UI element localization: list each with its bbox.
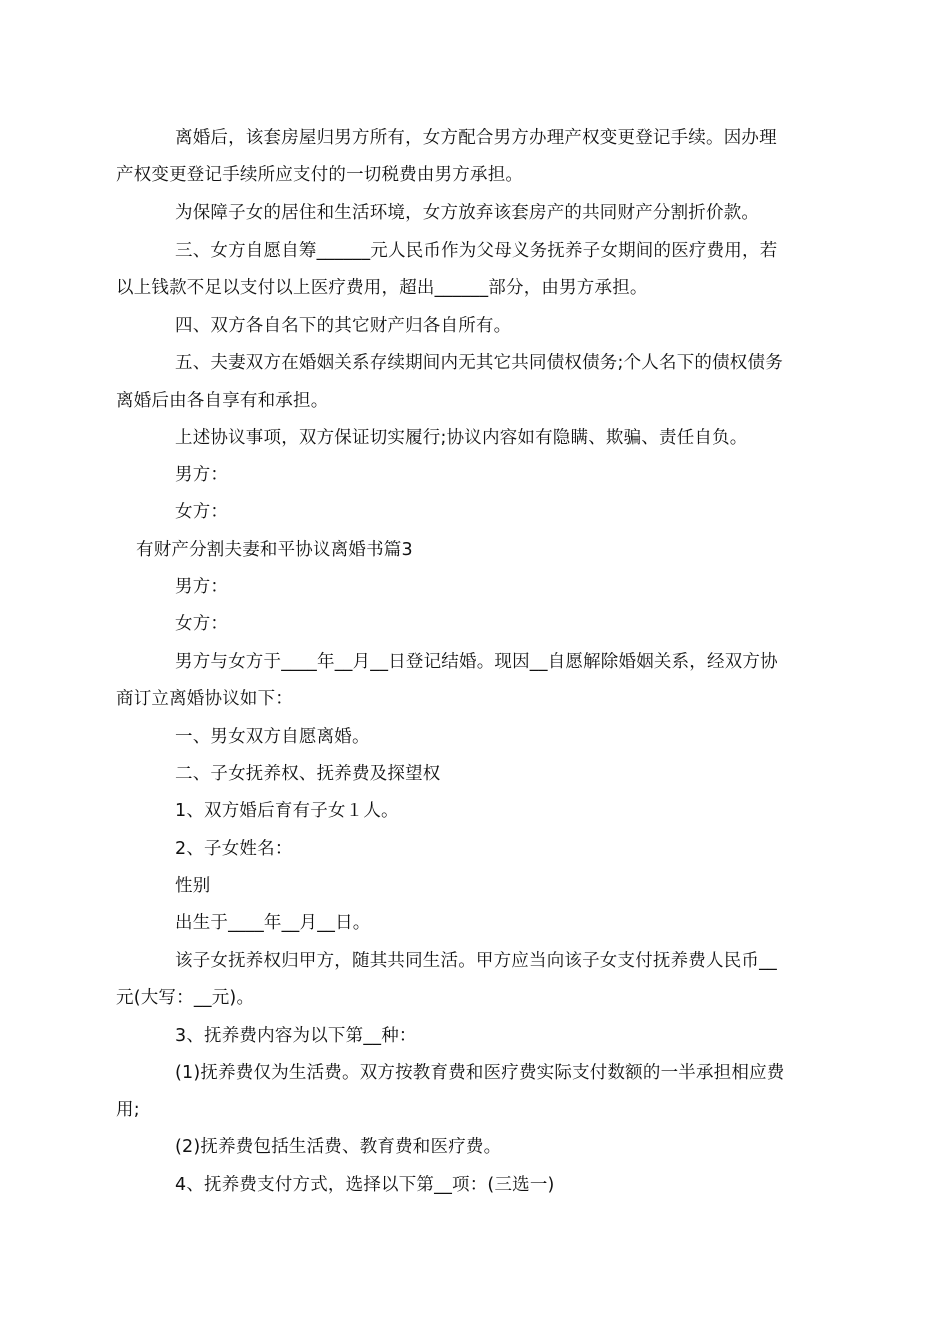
paragraph-line: 用; (116, 1100, 140, 1120)
paragraph-line: 以上钱款不足以支付以上医疗费用，超出______部分，由男方承担。 (116, 278, 648, 298)
signature-label: 男方： (175, 577, 229, 597)
paragraph-line: (1)抚养费仅为生活费。双方按教育费和医疗费实际支付数额的一半承担相应费 (175, 1063, 785, 1083)
paragraph-line: 3、抚养费内容为以下第__种： (175, 1026, 417, 1046)
paragraph-line: 元(大写：__元)。 (116, 988, 255, 1008)
paragraph-line: 三、女方自愿自筹______元人民币作为父母义务抚养子女期间的医疗费用，若 (175, 241, 778, 261)
paragraph-line: (2)抚养费包括生活费、教育费和医疗费。 (175, 1137, 502, 1157)
paragraph-line: 1、双方婚后育有子女１人。 (175, 801, 399, 821)
paragraph-line: 性别 (175, 876, 211, 896)
signature-label: 女方： (175, 614, 229, 634)
paragraph-line: 五、夫妻双方在婚姻关系存续期间内无其它共同债权债务;个人名下的债权债务 (175, 353, 783, 373)
paragraph-line: 一、男女双方自愿离婚。 (175, 727, 370, 747)
paragraph-line: 该子女抚养权归甲方，随其共同生活。甲方应当向该子女支付抚养费人民币__ (175, 951, 777, 971)
paragraph-line: 商订立离婚协议如下： (116, 689, 293, 709)
paragraph-line: 上述协议事项，双方保证切实履行;协议内容如有隐瞒、欺骗、责任自负。 (175, 428, 748, 448)
paragraph-line: 产权变更登记手续所应支付的一切税费由男方承担。 (116, 165, 524, 185)
signature-label: 女方： (175, 502, 229, 522)
paragraph-line: 2、子女姓名： (175, 839, 293, 859)
paragraph-line: 离婚后，该套房屋归男方所有，女方配合男方办理产权变更登记手续。因办理 (175, 128, 777, 148)
paragraph-line: 四、双方各自名下的其它财产归各自所有。 (175, 316, 512, 336)
paragraph-line: 离婚后由各自享有和承担。 (116, 391, 329, 411)
paragraph-line: 4、抚养费支付方式，选择以下第__项：(三选一) (175, 1175, 555, 1195)
paragraph-line: 出生于____年__月__日。 (175, 913, 371, 933)
signature-label: 男方： (175, 465, 229, 485)
section-heading: 有财产分割夫妻和平协议离婚书篇3 (136, 540, 413, 560)
paragraph-line: 为保障子女的居住和生活环境，女方放弃该套房产的共同财产分割折价款。 (175, 203, 760, 223)
paragraph-line: 二、子女抚养权、抚养费及探望权 (175, 764, 441, 784)
paragraph-line: 男方与女方于____年__月__日登记结婚。现因__自愿解除婚姻关系，经双方协 (175, 652, 778, 672)
